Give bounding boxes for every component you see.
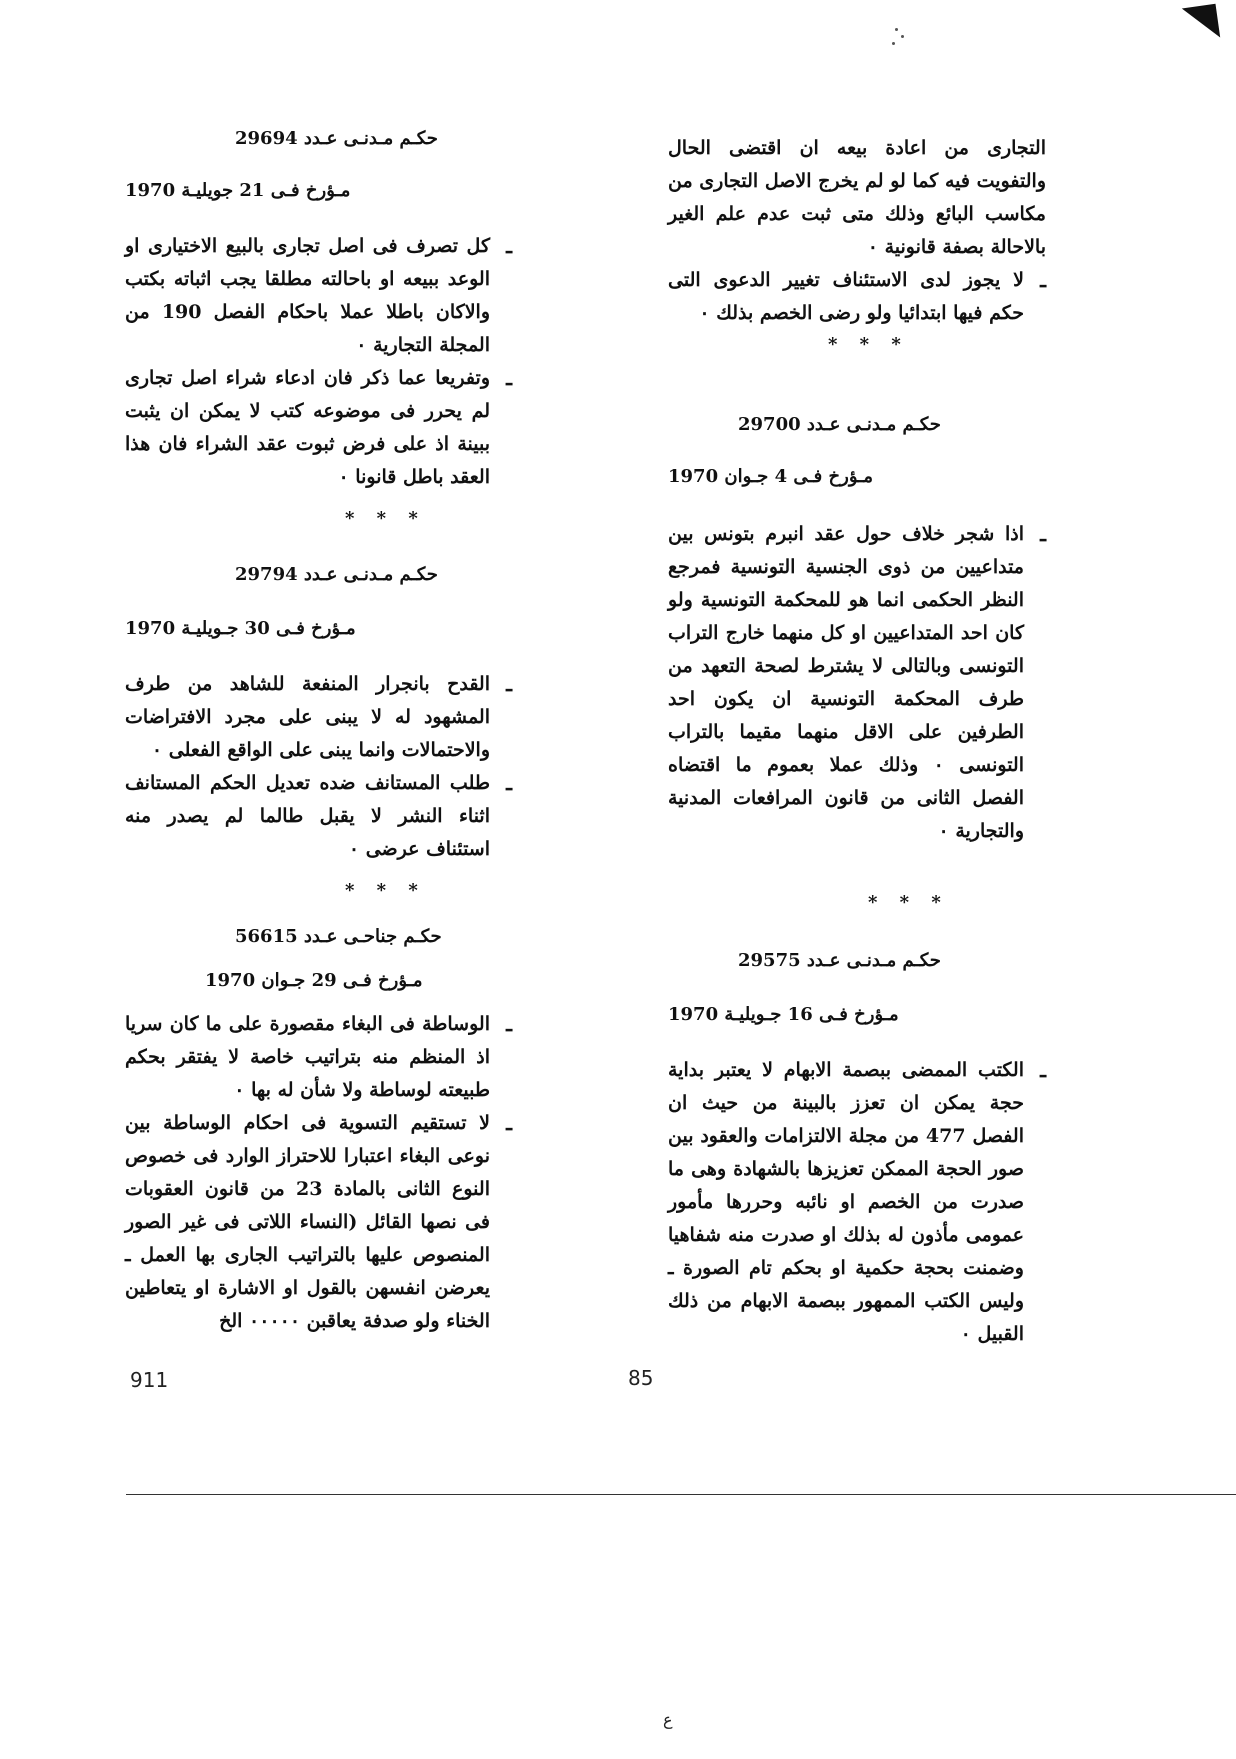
scan-speck: [895, 28, 898, 31]
bullet-dash: ـ: [506, 234, 512, 258]
bullet-dash: ـ: [506, 771, 512, 795]
judgment-body: [125, 1008, 512, 1338]
ruling-text: الكتب الممضى ببصمة الابهام لا يعتبر بداية حجة يمكن ان تعزز بالبينة من حيث ان الفصل 477 من مجلة الالتزامات والعقود بين صور الحجة الممكن تعزيزها بالشهادة وهى ما صدرت من الخصم او نائبه وحررها مأمور عمومى مأذون له بذلك او صدرت منه شفاهيا وضمنت بحجة حكمية او بحكم تام الصورة ـ وليس الكتب الممهور ببصمة الابهام من ذلك القبيل ٠: [668, 1059, 1024, 1345]
continued-paragraph: التجارى من اعادة بيعه ان اقتضى الحال والتفويت فيه كما لو لم يخرج الاصل التجارى من مكاسب البائع وذلك متى ثبت عدم علم الغير بالاحالة بصفة قانونية ٠: [668, 137, 1046, 258]
ruling-text: لا تستقيم التسوية فى احكام الوساطة بين نوعى البغاء اعتبارا للاحتراز الوارد فى خصوص النوع الثانى بالمادة 23 من قانون العقوبات فى نصها القائل (النساء اللاتى فى غير الصور المنصوص عليها بالتراتيب الجارى بها العمل ـ يعرضن انفسهن بالقول او الاشارة او يتعاطين الخناء ولو صدفة يعاقبن ٠٠٠٠٠ الخ: [125, 1112, 490, 1332]
section-separator: * * *: [345, 508, 426, 529]
judgment-body: [125, 230, 512, 494]
ruling-text: وتفريعا عما ذكر فان ادعاء شراء اصل تجارى لم يحرر فى موضوعه كتب لا يمكن ان يثبت ببينة اذ على فرض ثبوت عقد الشراء فان هذا العقد باطل قانونا ٠: [125, 367, 490, 488]
bullet-dash: ـ: [506, 1012, 512, 1036]
judgment-date: مـؤرخ فـى 4 جـوان 1970: [668, 466, 874, 487]
page-number-left: 911: [130, 1368, 169, 1392]
judgment-date: مـؤرخ فـى 29 جـوان 1970: [205, 970, 423, 991]
ruling-text: لا يجوز لدى الاستئناف تغيير الدعوى التى حكم فيها ابتدائيا ولو رضى الخصم بذلك ٠: [668, 269, 1024, 324]
judgment-heading: حكـم مـدنـى عـدد 29794: [235, 564, 438, 585]
scan-speck: [901, 35, 904, 38]
section-separator: * * *: [345, 880, 426, 901]
ruling-item: [125, 668, 512, 767]
ruling-text: كل تصرف فى اصل تجارى بالبيع الاختيارى او الوعد ببيعه او باحالته مطلقا يجب اثباته بكتب والاكان باطلا عملا باحكام الفصل 190 من المجلة التجارية ٠: [125, 235, 490, 356]
footer-mark: ع: [663, 1710, 673, 1729]
judgment-heading: حكـم مـدنـى عـدد 29694: [235, 128, 438, 149]
ruling-text: القدح بانجرار المنفعة للشاهد من طرف المشهود له لا يبنى على مجرد الافتراضات والاحتمالات وانما يبنى على الواقع الفعلى ٠: [125, 673, 490, 761]
judgment-date: مـؤرخ فـى 30 جـويليـة 1970: [125, 618, 356, 639]
judgment-heading: حكـم جناحـى عـدد 56615: [235, 926, 442, 947]
ruling-text: طلب المستانف ضده تعديل الحكم المستانف اثناء النشر لا يقبل طالما لم يصدر منه استئناف عرضى ٠: [125, 772, 490, 860]
judgment-date: مـؤرخ فـى 16 جـويليـة 1970: [668, 1004, 899, 1025]
ruling-text: اذا شجر خلاف حول عقد انبرم بتونس بين متداعيين من ذوى الجنسية التونسية فمرجع النظر الحكمى انما هو للمحكمة التونسية ولو كان احد المتداعيين او كل منهما خارج التراب التونسى وبالتالى لا يشترط لصحة التعهد من طرف المحكمة التونسية ان يكون احد الطرفين على الاقل منهما مقيما بالتراب التونسى ٠ وذلك عملا بعموم ما اقتضاه الفصل الثانى من قانون المرافعات المدنية والتجارية ٠: [668, 523, 1024, 842]
judgment-body: [125, 668, 512, 866]
bullet-dash: ـ: [506, 1111, 512, 1135]
bullet-dash: ـ: [1040, 522, 1046, 546]
ruling-item: [125, 362, 512, 494]
section-separator: * * *: [868, 892, 949, 913]
ruling-text: الوساطة فى البغاء مقصورة على ما كان سريا اذ المنظم منه بتراتيب خاصة لا يفتقر بحكم طبيعته لوساطة ولا شأن له بها ٠: [125, 1013, 490, 1101]
ruling-item: [125, 1107, 512, 1338]
judgment-body: [668, 518, 1046, 848]
judgment-heading: حكـم مـدنـى عـدد 29700: [738, 414, 941, 435]
ruling-item: [125, 230, 512, 362]
corner-fold-mark: [1182, 4, 1220, 42]
page-number-center: 85: [628, 1366, 654, 1390]
continued-text: [668, 132, 1046, 330]
bullet-dash: ـ: [1040, 268, 1046, 292]
scan-speck: [892, 42, 895, 45]
judgment-heading: حكـم مـدنـى عـدد 29575: [738, 950, 941, 971]
ruling-item: [668, 264, 1046, 330]
section-separator: * * *: [828, 334, 909, 355]
ruling-item: [125, 767, 512, 866]
bullet-dash: ـ: [506, 366, 512, 390]
ruling-item: [668, 1054, 1046, 1351]
ruling-item: [668, 518, 1046, 848]
bullet-dash: ـ: [506, 672, 512, 696]
judgment-date: مـؤرخ فـى 21 جويليـة 1970: [125, 180, 351, 201]
horizontal-rule: [126, 1494, 1236, 1495]
judgment-body: [668, 1054, 1046, 1351]
ruling-item: [125, 1008, 512, 1107]
bullet-dash: ـ: [1040, 1058, 1046, 1082]
